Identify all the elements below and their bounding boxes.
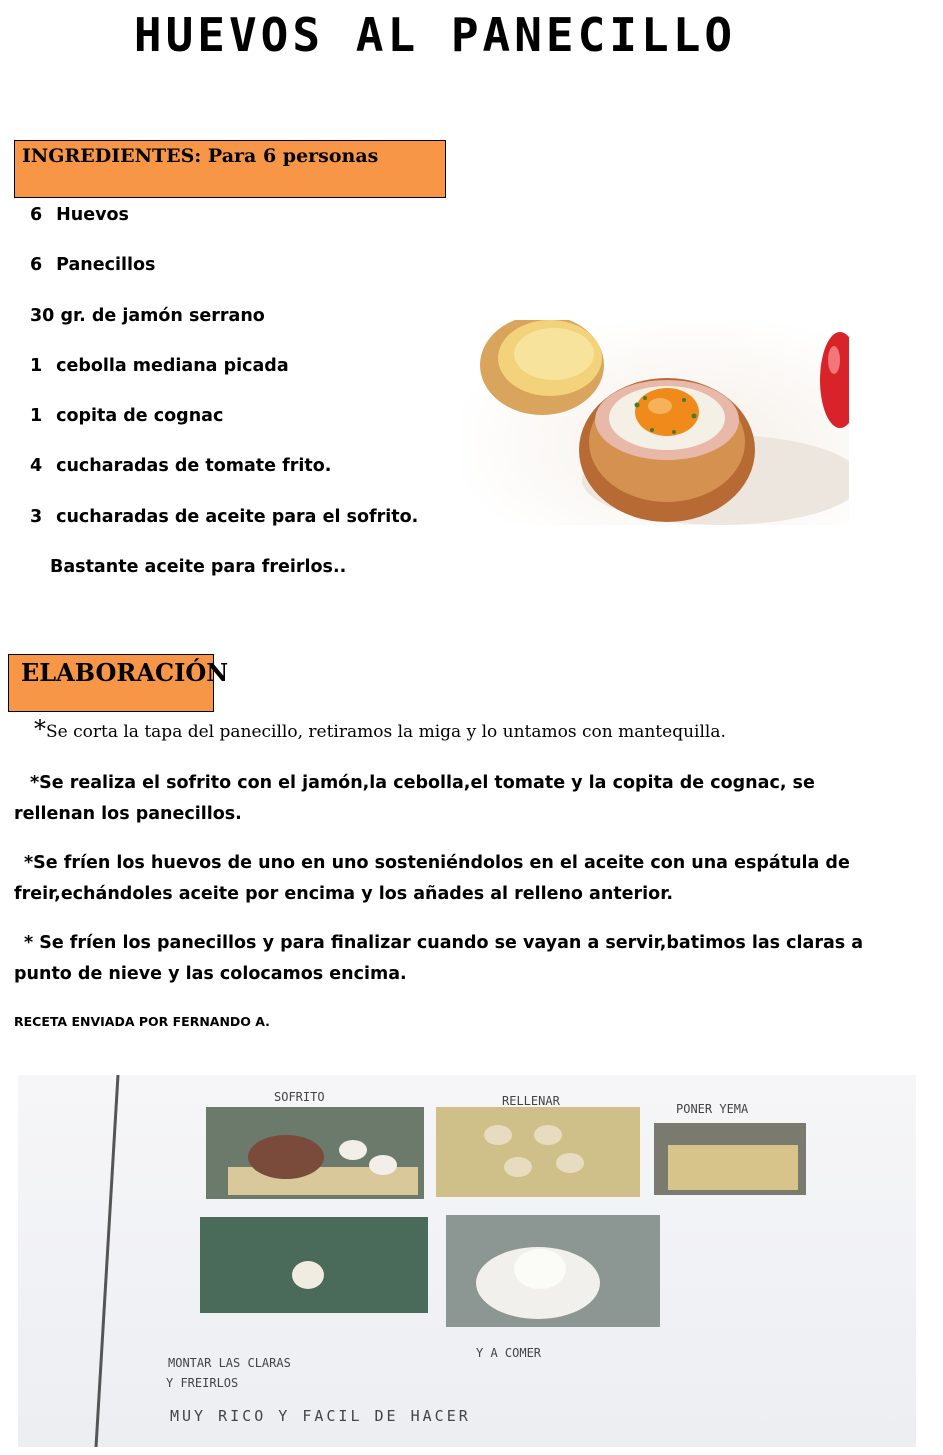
- ingredient-item: 4 cucharadas de tomate frito.: [30, 456, 332, 477]
- label-rico: MUY RICO Y FACIL DE HACER: [170, 1407, 471, 1425]
- ingredient-item: 6 Huevos: [30, 205, 129, 225]
- dish-illustration: [462, 320, 849, 525]
- step-2: *Se realiza el sofrito con el jamón,la cebolla,el tomate y la copita de cognac, se rellenan los panecillos.: [14, 773, 815, 824]
- elaboration-heading: ELABORACIÓN: [21, 658, 229, 687]
- ingredients-list: [30, 200, 418, 602]
- recipe-credit: RECETA ENVIADA POR FERNANDO A.: [14, 1014, 270, 1029]
- step-3: *Se fríen los huevos de uno en uno sosteniéndolos en el aceite con una espátula de freir,echándoles aceite por encima y los añades al relleno anterior.: [14, 853, 850, 904]
- step-1: *Se corta la tapa del panecillo, retiramos la miga y lo untamos con mantequilla.: [34, 715, 726, 743]
- ingredients-heading: INGREDIENTES: Para 6 personas: [22, 145, 379, 167]
- elaboration-heading-box: [8, 654, 229, 712]
- ingredient-item: 3 cucharadas de aceite para el sofrito.: [30, 506, 419, 527]
- label-rellenar: RELLENAR: [502, 1094, 560, 1108]
- notebook-photo: [18, 1075, 916, 1447]
- label-montar: MONTAR LAS CLARAS: [168, 1356, 291, 1370]
- ingredient-item: Bastante aceite para freirlos..: [50, 557, 347, 578]
- ingredient-item: 6 Panecillos: [30, 255, 156, 276]
- ingredient-item: 1 cebolla mediana picada: [30, 355, 289, 376]
- ingredient-item: 30 gr. de jamón serrano: [30, 305, 265, 326]
- dish-photo: [462, 320, 849, 525]
- label-poner-yema: PONER YEMA: [676, 1102, 749, 1116]
- ingredients-heading-box: [14, 140, 446, 198]
- notebook-illustration: [18, 1075, 916, 1447]
- step-4: * Se fríen los panecillos y para finalizar cuando se vayan a servir,batimos las claras a punto de nieve y las colocamos encima.: [14, 933, 864, 984]
- label-freirlos: Y FREIRLOS: [166, 1376, 239, 1390]
- ingredient-item: 1 copita de cognac: [30, 406, 224, 427]
- label-comer: Y A COMER: [476, 1346, 542, 1360]
- label-sofrito: SOFRITO: [274, 1090, 325, 1104]
- page-title: HUEVOS AL PANECILLO: [133, 8, 737, 62]
